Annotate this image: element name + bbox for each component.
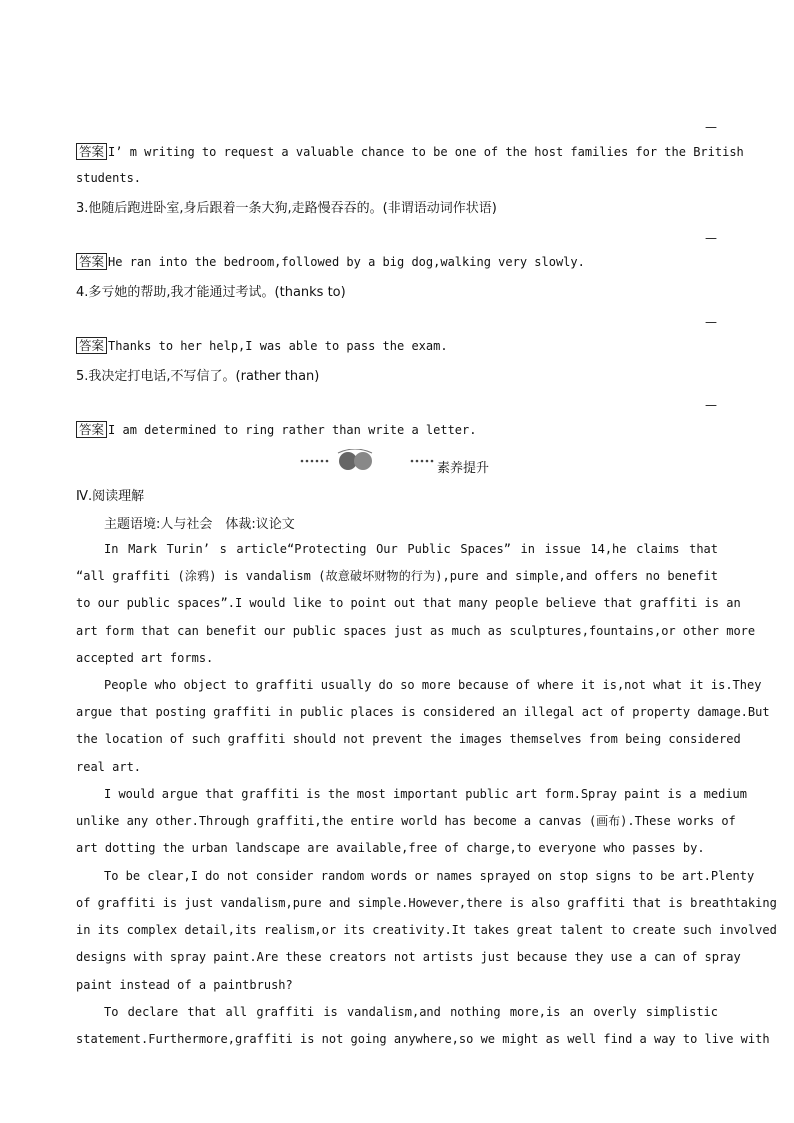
passage-line: accepted art forms. [76, 651, 214, 665]
passage-line: People who object to graffiti usually do so more because of where it is,not what it is.They [104, 678, 762, 692]
passage-line: to our public spaces”.I would like to point out that many people believe that graffiti is an [76, 596, 741, 610]
passage-line: To be clear,I do not consider random words or names sprayed on stop signs to be art.Plenty [104, 869, 755, 883]
passage-line: art form that can benefit our public spaces just as much as sculptures,fountains,or other more [76, 624, 756, 638]
question-4: 4.多亏她的帮助,我才能通过考试。(thanks to) [76, 285, 346, 300]
answer-continuation: students. [76, 171, 142, 185]
passage-line: art dotting the urban landscape are available,free of charge,to everyone who passes by. [76, 841, 705, 855]
question-3: 3.他随后跑进卧室,身后跟着一条大狗,走路慢吞吞的。(非谓语动词作状语) [76, 201, 497, 216]
answer-row-2 [76, 143, 744, 160]
answer-label-box: 答案 [76, 337, 107, 354]
passage-line: “all graffiti (涂鸦) is vandalism (故意破坏财物的行为),pure and simple,and offers no benefit [76, 569, 718, 583]
topic-line: 主题语境:人与社会 体裁:议论文 [104, 517, 295, 532]
section-title: Ⅳ.阅读理解 [76, 489, 145, 504]
answer-text: He ran into the bedroom,followed by a big dog,walking very slowly. [108, 255, 585, 269]
answer-row-5 [76, 421, 476, 438]
passage-line: To declare that all graffiti is vandalism,and nothing more,is an overly simplistic [104, 1005, 718, 1019]
answer-label-box: 答案 [76, 421, 107, 438]
section-banner-text: 素养提升 [437, 461, 490, 476]
passage-line: unlike any other.Through graffiti,the entire world has become a canvas (画布).These works of [76, 814, 736, 828]
question-5: 5.我决定打电话,不写信了。(rather than) [76, 369, 320, 384]
passage-line: in its complex detail,its realism,or its creativity.It takes great talent to create such involved [76, 923, 777, 937]
passage-line: In Mark Turin’ s article“Protecting Our Public Spaces” in issue 14,he claims that [104, 542, 718, 556]
answer-label-box: 答案 [76, 253, 107, 270]
passage-line: real art. [76, 760, 142, 774]
passage-line: I would argue that graffiti is the most important public art form.Spray paint is a medium [104, 787, 747, 801]
passage-line: the location of such graffiti should not prevent the images themselves from being considered [76, 732, 741, 746]
answer-blank-line: — [705, 120, 717, 134]
passage-line: argue that posting graffiti in public places is considered an illegal act of property damage.But [76, 705, 770, 719]
answer-blank-line: — [705, 398, 717, 412]
answer-text: I’ m writing to request a valuable chance to be one of the host families for the British [108, 145, 744, 159]
passage-line: designs with spray paint.Are these creators not artists just because they use a can of spray [76, 950, 741, 964]
passage-line: paint instead of a paintbrush? [76, 978, 293, 992]
answer-blank-line: — [705, 231, 717, 245]
passage-line: of graffiti is just vandalism,pure and simple.However,there is also graffiti that is breathtaking [76, 896, 777, 910]
answer-row-4 [76, 337, 448, 354]
answer-label-box: 答案 [76, 143, 107, 160]
passage-line: statement.Furthermore,graffiti is not going anywhere,so we might as well find a way to live with [76, 1032, 770, 1046]
answer-text: I am determined to ring rather than write a letter. [108, 423, 477, 437]
answer-text: Thanks to her help,I was able to pass the exam. [108, 339, 448, 353]
answer-blank-line: — [705, 315, 717, 329]
answer-row-3 [76, 253, 585, 270]
